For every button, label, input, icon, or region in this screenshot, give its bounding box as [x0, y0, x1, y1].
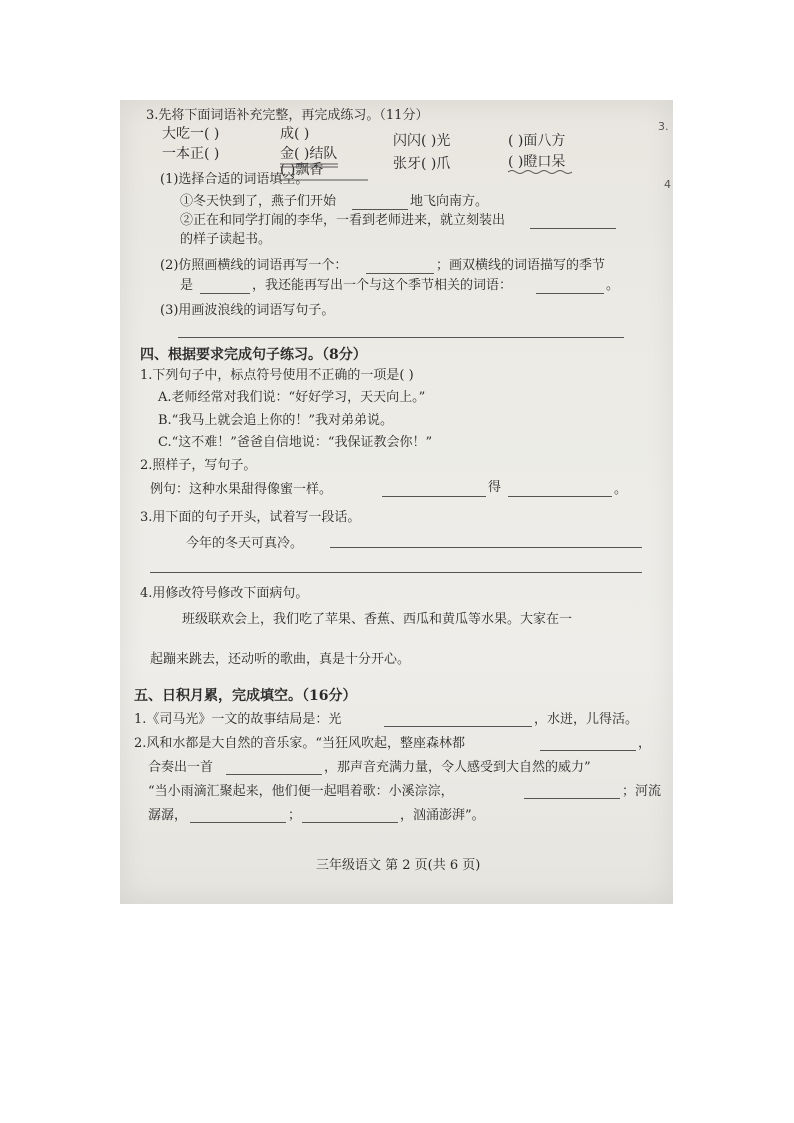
sec4-q3: 3.用下面的句子开头，试着写一段话。: [140, 510, 361, 525]
sec4-q4: 4.用修改符号修改下面病句。: [140, 586, 309, 601]
sec4-q2-mid: 得: [488, 480, 502, 495]
q3-word-3: 闪闪( )光: [393, 133, 451, 149]
answer-blank[interactable]: [508, 496, 612, 497]
sec5-q2-line3-pre: “当小雨滴汇聚起来，他们便一起唱着歌：小溪淙淙，: [148, 784, 454, 799]
answer-line[interactable]: [150, 572, 642, 573]
page-footer: 三年级语文 第 2 页(共 6 页): [316, 858, 481, 873]
answer-blank[interactable]: [352, 209, 408, 210]
answer-blank[interactable]: [382, 496, 486, 497]
q3-sub2-b-post: 。: [606, 278, 620, 293]
sec4-q1-option-a: A.老师经常对我们说：“好好学习，天天向上。”: [158, 390, 426, 405]
answer-blank[interactable]: [536, 293, 604, 294]
q3-word-6: 金( )结队: [280, 146, 338, 162]
q3-word-1: 大吃一( ): [162, 126, 220, 142]
q3-word-4: ( )面八方: [508, 133, 566, 149]
q3-sub1-b-cont: 的样子读起书。: [180, 232, 272, 247]
sec5-q1-pre: 1.《司马光》一文的故事结局是：光: [134, 712, 342, 727]
q3-sub1: (1)选择合适的词语填空。: [160, 172, 309, 187]
sec4-q2-end: 。: [614, 482, 628, 497]
q3-sub2-a-post: ；画双横线的词语描写的季节: [436, 258, 606, 273]
answer-blank[interactable]: [302, 822, 398, 823]
sec4-q1: 1.下列句子中，标点符号使用不正确的一项是( ): [140, 368, 414, 383]
section4-title: 四、根据要求完成句子练习。（8分）: [140, 347, 367, 363]
answer-blank[interactable]: [200, 293, 250, 294]
answer-line[interactable]: [330, 547, 642, 548]
sec4-q4-line2: 起蹦来跳去，还动听的歌曲，真是十分开心。: [150, 652, 411, 667]
q3-sub2-b-mid: ，我还能再写出一个与这个季节相关的词语：: [252, 278, 513, 293]
sec5-q2-line4-post: ，汹涌澎湃”。: [400, 808, 485, 823]
answer-line[interactable]: [178, 337, 624, 338]
sec4-q1-option-c: C.“这不难！”爸爸自信地说：“我保证教会你！”: [158, 435, 433, 450]
sec5-q2-line3-post: ；河流: [622, 784, 662, 799]
sec5-q2-line4-pre: 潺潺，: [148, 808, 188, 823]
sec4-q3-start: 今年的冬天可真冷。: [186, 536, 304, 551]
q3-heading: 3.先将下面词语补充完整，再完成练习。（11分）: [146, 108, 429, 123]
section5-title: 五、日积月累，完成填空。（16分）: [134, 688, 357, 704]
sec4-q2: 2.照样子，写句子。: [140, 458, 257, 473]
answer-blank[interactable]: [226, 774, 322, 775]
sec5-q1-post: ，水迸，儿得活。: [534, 712, 639, 727]
q3-sub3: (3)用画波浪线的词语写句子。: [160, 303, 335, 318]
double-underline-mark: [280, 163, 340, 169]
answer-blank[interactable]: [190, 822, 286, 823]
answer-blank[interactable]: [530, 228, 616, 229]
edge-mark: 4: [664, 178, 671, 191]
answer-blank[interactable]: [366, 273, 434, 274]
q3-sub1-a-post: 地飞向南方。: [410, 194, 489, 209]
q3-sub1-b-pre: ②正在和同学打闹的李华，一看到老师进来，就立刻装出: [180, 213, 506, 228]
sec5-q2-line1-post: ，: [638, 736, 652, 751]
sec5-q2-line2-pre: 合奏出一首: [148, 760, 214, 775]
q3-sub1-a-pre: ①冬天快到了，燕子们开始: [180, 194, 337, 209]
q3-sub2-b-pre: 是: [180, 278, 194, 293]
q3-word-5: 一本正( ): [162, 146, 220, 162]
wavy-underline-mark: [508, 169, 572, 175]
sec5-q2-line1-pre: 2.风和水都是大自然的音乐家。“当狂风吹起，整座森林都: [134, 736, 466, 751]
edge-mark: 3.: [658, 120, 669, 133]
sec4-q1-option-b: B.“我马上就会追上你的！”我对弟弟说。: [158, 413, 393, 428]
sec5-q2-line2-post: ，那声音充满力量，令人感受到大自然的威力”: [324, 760, 591, 775]
q3-word-9: ( )瞪口呆: [508, 154, 566, 170]
q3-word-2: 成( ): [280, 126, 310, 142]
sec5-q2-line4-mid: ；: [288, 808, 302, 823]
answer-blank[interactable]: [540, 750, 636, 751]
answer-blank[interactable]: [384, 726, 532, 727]
q3-word-8: 张牙( )爪: [393, 156, 451, 172]
sec4-q4-line1: 班级联欢会上，我们吃了苹果、香蕉、西瓜和黄瓜等水果。大家在一: [182, 612, 573, 627]
q3-sub2-a-pre: (2)仿照画横线的词语再写一个：: [160, 258, 348, 273]
q3-word-7: ( )飘香: [280, 162, 324, 178]
scanned-exam-page: [120, 100, 673, 904]
sec4-q2-example: 例句：这种水果甜得像蜜一样。: [150, 482, 333, 497]
answer-blank[interactable]: [524, 798, 620, 799]
